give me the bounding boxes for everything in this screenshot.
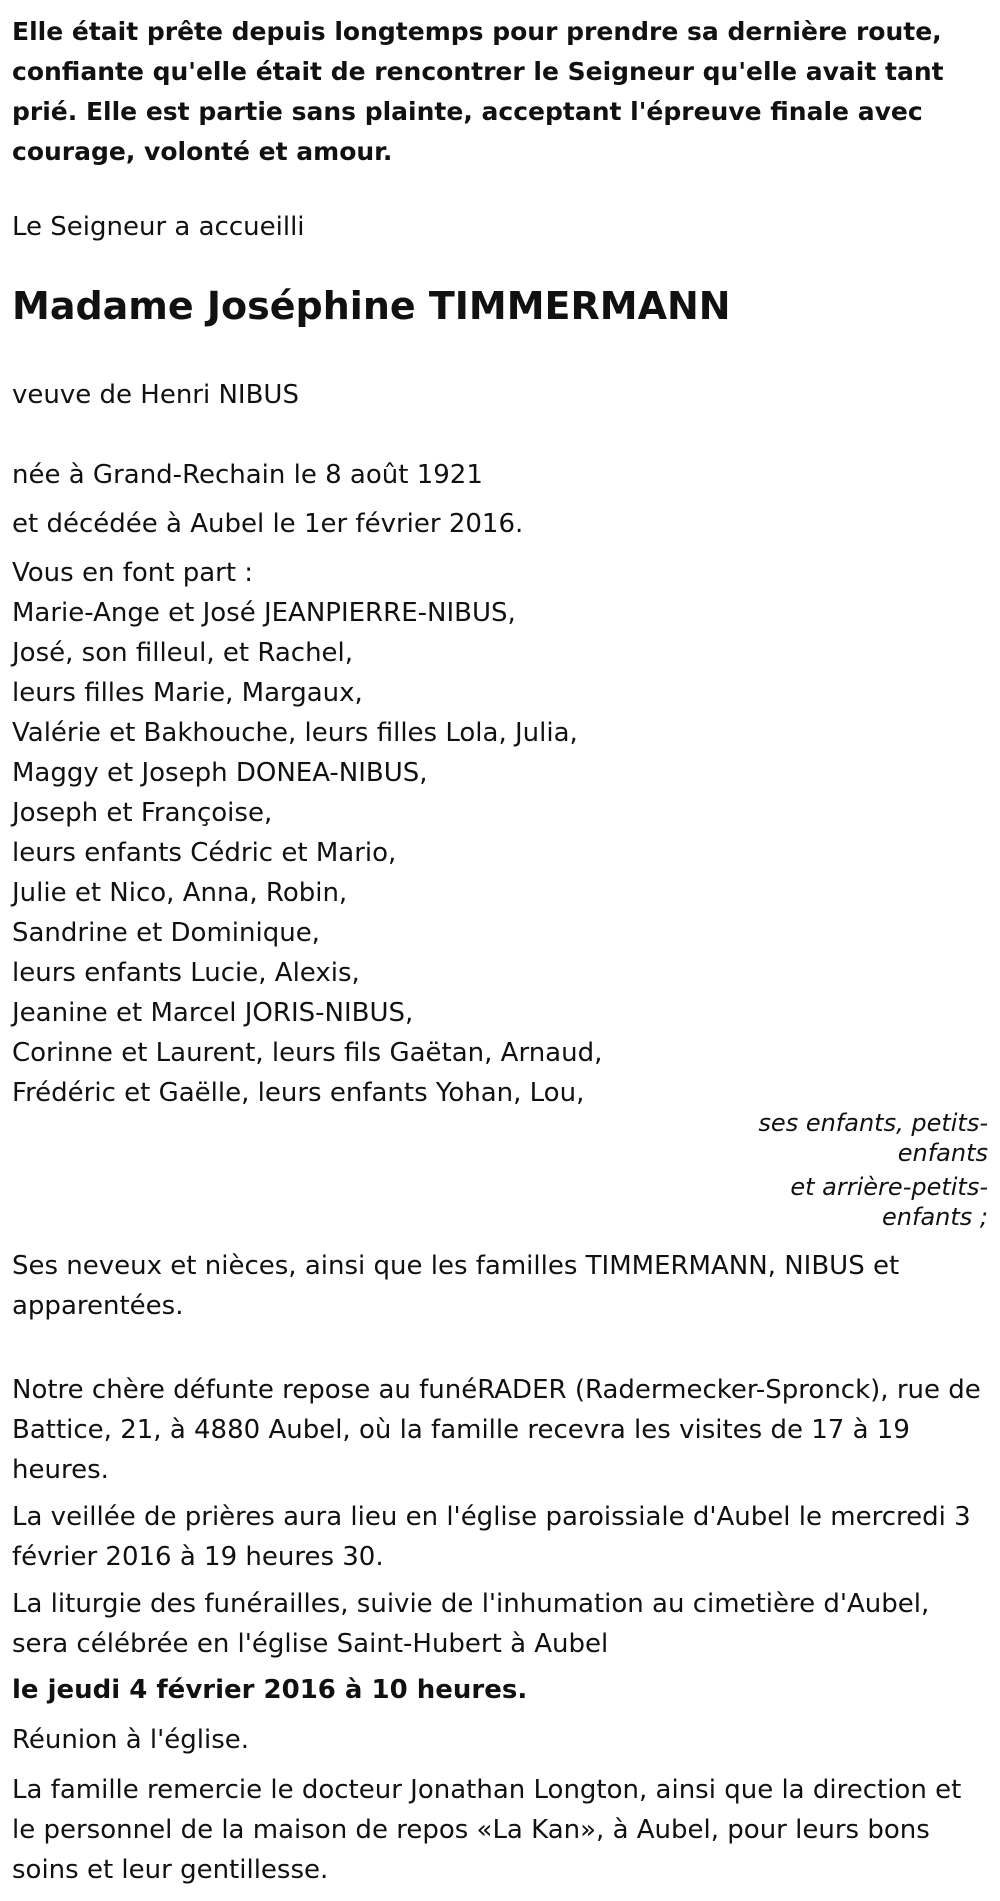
vigil-text: La veillée de prières aura lieu en l'église paroissiale d'Aubel le mercredi 3 février 2016 à 19 heures 30.: [12, 1502, 971, 1572]
family-line: Corinne et Laurent, leurs fils Gaëtan, Arnaud,: [12, 1038, 603, 1068]
thanks-text: La famille remercie le docteur Jonathan Longton, ainsi que la direction et le personnel de la maison de repos «La Kan», à Aubel, pour leurs bons soins et leur gentillesse.: [12, 1775, 962, 1885]
death-line: et décédée à Aubel le 1er février 2016.: [12, 509, 524, 539]
relation-great-grandchildren: et arrière-petits-enfants ;: [790, 1173, 988, 1231]
meeting-text: Réunion à l'église.: [12, 1725, 250, 1755]
family-line: Marie-Ange et José JEANPIERRE-NIBUS,: [12, 598, 516, 628]
family-line: Frédéric et Gaëlle, leurs enfants Yohan, Lou,: [12, 1078, 585, 1108]
family-line: Jeanine et Marcel JORIS-NIBUS,: [12, 998, 414, 1028]
family-line: leurs filles Marie, Margaux,: [12, 678, 363, 708]
extended-family-text: Ses neveux et nièces, ainsi que les familles TIMMERMANN, NIBUS et apparentées.: [12, 1251, 900, 1321]
announce-line: Vous en font part :: [12, 558, 254, 588]
family-line: leurs enfants Lucie, Alexis,: [12, 958, 360, 988]
family-line: Maggy et Joseph DONEA-NIBUS,: [12, 758, 428, 788]
liturgy-text: La liturgie des funérailles, suivie de l'inhumation au cimetière d'Aubel, sera célébrée en l'église Saint-Hubert à Aubel: [12, 1589, 930, 1659]
funeral-date: le jeudi 4 février 2016 à 10 heures.: [12, 1675, 528, 1705]
family-line: Julie et Nico, Anna, Robin,: [12, 878, 348, 908]
widow-line: veuve de Henri NIBUS: [12, 380, 299, 410]
family-list: [12, 553, 972, 1113]
relation-children: ses enfants, petits-enfants: [758, 1109, 988, 1167]
rest-place-text: Notre chère défunte repose au funéRADER (Radermecker-Spronck), rue de Battice, 21, à 4880 Aubel, où la famille recevra les visites de 17 à 19 heures.: [12, 1375, 981, 1485]
family-line: Valérie et Bakhouche, leurs filles Lola, Julia,: [12, 718, 578, 748]
birth-line: née à Grand-Rechain le 8 août 1921: [12, 460, 483, 490]
family-line: José, son filleul, et Rachel,: [12, 638, 354, 668]
intro-text: Elle était prête depuis longtemps pour prendre sa dernière route, confiante qu'elle était de rencontrer le Seigneur qu'elle avait tant prié. Elle est partie sans plainte, acceptant l'épreuve finale avec courage, volonté et amour.: [12, 17, 944, 166]
family-line: leurs enfants Cédric et Mario,: [12, 838, 397, 868]
family-line: Sandrine et Dominique,: [12, 918, 320, 948]
family-line: Joseph et Françoise,: [12, 798, 273, 828]
welcome-text: Le Seigneur a accueilli: [12, 212, 305, 242]
deceased-name: Madame Joséphine TIMMERMANN: [12, 284, 731, 328]
